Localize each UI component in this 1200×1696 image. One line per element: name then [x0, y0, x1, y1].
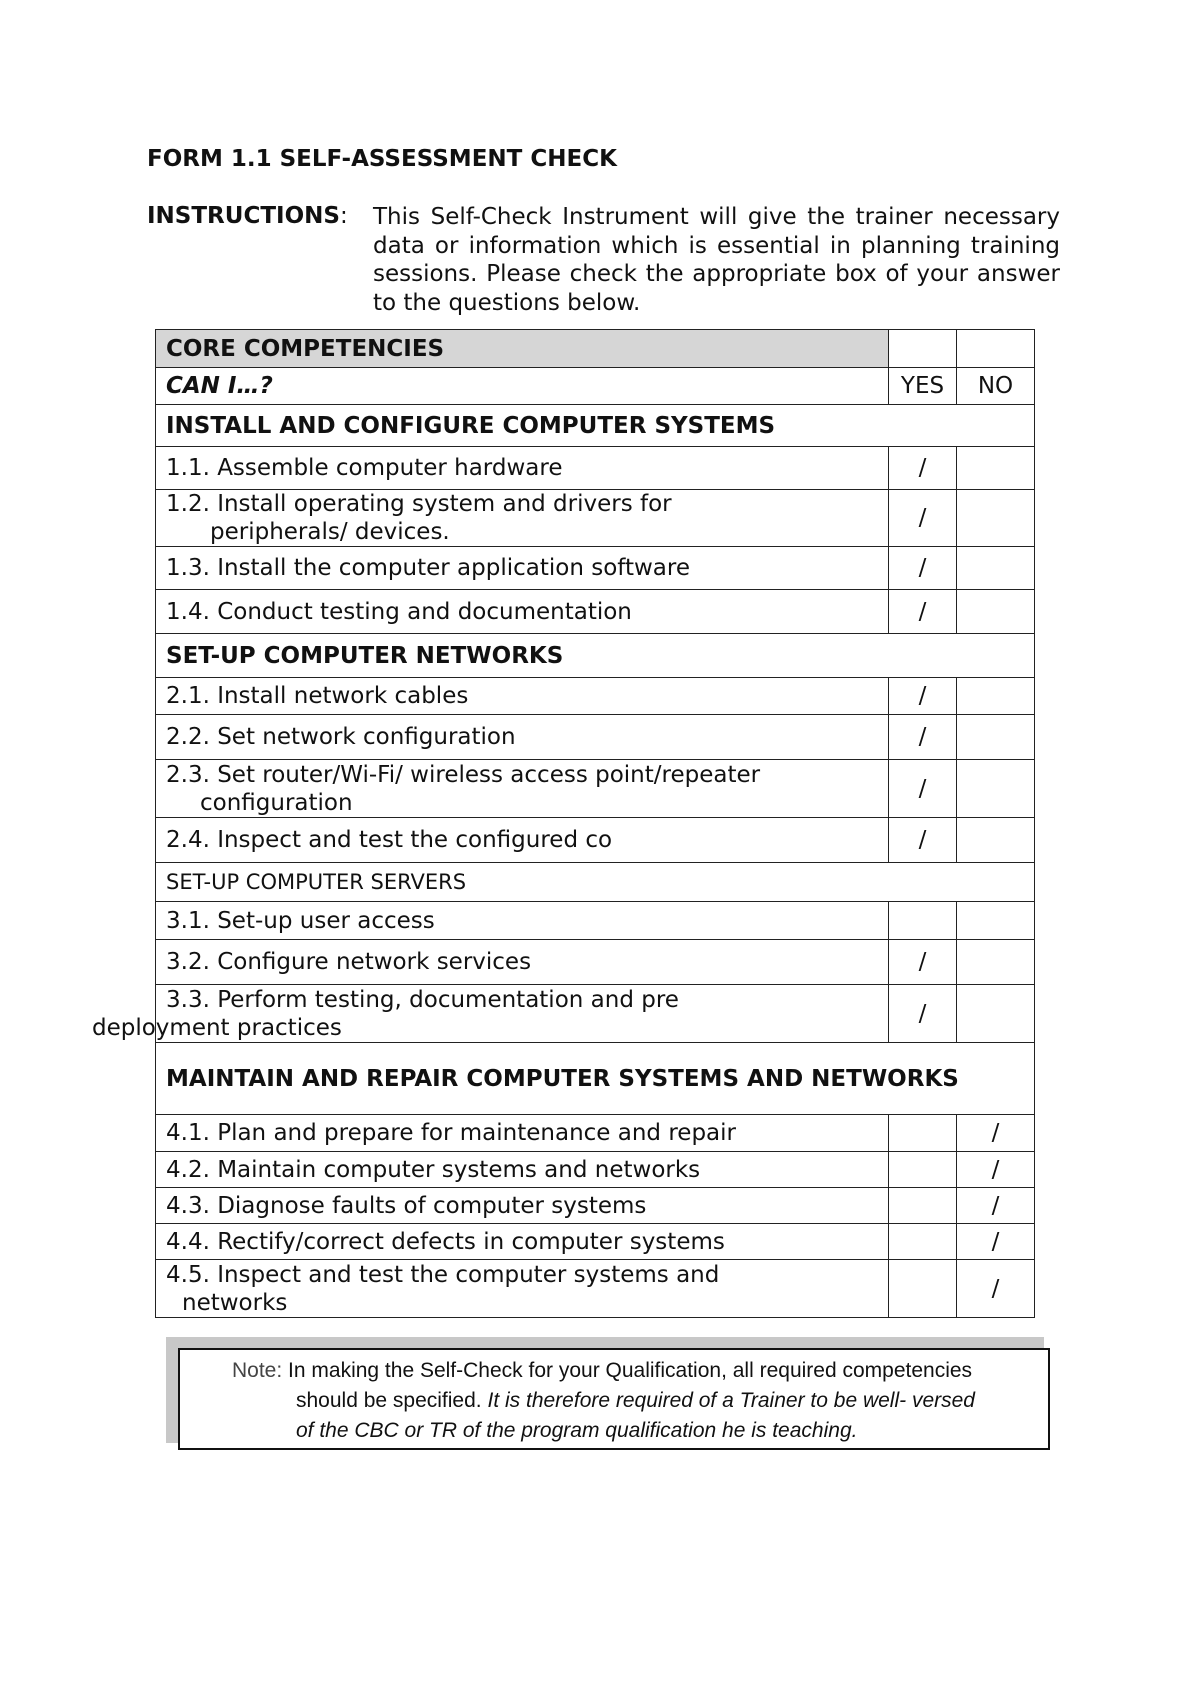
- item-text: 1.3. Install the computer application software: [166, 555, 690, 581]
- no-checkbox[interactable]: /: [957, 1115, 1035, 1152]
- yes-checkbox[interactable]: /: [889, 818, 957, 863]
- item-text: 4.3. Diagnose faults of computer systems: [166, 1192, 647, 1219]
- item-text: 3.2. Configure network services: [166, 949, 532, 975]
- yes-checkbox[interactable]: /: [889, 985, 957, 1043]
- no-checkbox[interactable]: [957, 547, 1035, 590]
- competency-item: [156, 547, 889, 590]
- yes-checkbox[interactable]: /: [889, 760, 957, 818]
- yes-checkbox[interactable]: /: [889, 447, 957, 490]
- header-blank-no: [957, 330, 1035, 368]
- item-text: 4.2. Maintain computer systems and networks: [166, 1156, 701, 1183]
- item-text: 3.1. Set-up user access: [166, 907, 435, 934]
- no-column-header: NO: [957, 368, 1035, 405]
- competency-item: [92, 985, 889, 1043]
- competency-item: [156, 902, 889, 940]
- self-assessment-table: [92, 329, 1035, 1318]
- item-text: 4.1. Plan and prepare for maintenance and repair: [166, 1120, 736, 1146]
- yes-checkbox[interactable]: /: [889, 678, 957, 715]
- no-checkbox[interactable]: /: [957, 1224, 1035, 1260]
- yes-column-header: YES: [889, 368, 957, 405]
- yes-checkbox[interactable]: [889, 1152, 957, 1188]
- item-text-continued: configuration: [200, 789, 353, 816]
- competency-item: [156, 447, 889, 490]
- section-title: SET-UP COMPUTER NETWORKS: [156, 634, 1035, 678]
- no-checkbox[interactable]: [957, 940, 1035, 985]
- note-line-3: of the CBC or TR of the program qualification he is teaching.: [296, 1419, 858, 1442]
- competency-item: [156, 940, 889, 985]
- competency-item: [156, 1224, 889, 1260]
- instructions-colon: :: [339, 203, 348, 229]
- item-text-continued: peripherals/ devices.: [210, 519, 450, 545]
- yes-checkbox[interactable]: /: [889, 940, 957, 985]
- competency-item: [156, 760, 889, 818]
- yes-checkbox[interactable]: [889, 902, 957, 940]
- yes-checkbox[interactable]: [889, 1260, 957, 1318]
- no-checkbox[interactable]: [957, 490, 1035, 547]
- no-checkbox[interactable]: /: [957, 1188, 1035, 1224]
- yes-checkbox[interactable]: [889, 1115, 957, 1152]
- no-checkbox[interactable]: /: [957, 1260, 1035, 1318]
- item-text: 1.1. Assemble computer hardware: [166, 455, 563, 481]
- no-checkbox[interactable]: [957, 902, 1035, 940]
- item-text: 2.2. Set network configuration: [166, 724, 516, 750]
- no-checkbox[interactable]: [957, 818, 1035, 863]
- can-i-label: CAN I…?: [156, 368, 889, 405]
- competency-item: [156, 1260, 889, 1318]
- competency-item: [156, 678, 889, 715]
- competency-item: [156, 590, 889, 634]
- note-line-2-plain: should be specified.: [296, 1389, 482, 1412]
- form-title: FORM 1.1 SELF-ASSESSMENT CHECK: [147, 146, 617, 172]
- header-blank-yes: [889, 330, 957, 368]
- section-title: SET-UP COMPUTER SERVERS: [156, 863, 1035, 902]
- competency-item: [156, 1188, 889, 1224]
- instructions-text: This Self-Check Instrument will give the trainer necessary data or information which is essential in planning training sessions. Please check the appropriate box of your answer to the questions below.: [373, 204, 1060, 316]
- item-text: 1.4. Conduct testing and documentation: [166, 598, 632, 625]
- competency-item: [156, 1152, 889, 1188]
- yes-checkbox[interactable]: /: [889, 715, 957, 760]
- competency-item: [156, 818, 889, 863]
- item-text: 4.5. Inspect and test the computer systems and: [166, 1261, 720, 1288]
- note-label: Note:: [232, 1359, 283, 1382]
- core-competencies-header: CORE COMPETENCIES: [156, 330, 889, 368]
- note-box: [178, 1348, 1050, 1450]
- instructions-label: [147, 203, 348, 229]
- competency-item: [156, 715, 889, 760]
- no-checkbox[interactable]: /: [957, 1152, 1035, 1188]
- yes-checkbox[interactable]: /: [889, 490, 957, 547]
- no-checkbox[interactable]: [957, 447, 1035, 490]
- no-checkbox[interactable]: [957, 985, 1035, 1043]
- item-text: 2.4. Inspect and test the configured co: [166, 827, 613, 853]
- item-text-continued: networks: [182, 1289, 288, 1316]
- item-text-continued: deployment practices: [92, 1014, 342, 1041]
- item-text: 2.3. Set router/Wi-Fi/ wireless access point/repeater: [166, 761, 761, 788]
- yes-checkbox[interactable]: /: [889, 590, 957, 634]
- item-text: 3.3. Perform testing, documentation and pre: [166, 986, 679, 1013]
- competency-item: [156, 490, 889, 547]
- item-text: 2.1. Install network cables: [166, 683, 469, 709]
- item-text: 4.4. Rectify/correct defects in computer systems: [166, 1228, 725, 1255]
- item-text: 1.2. Install operating system and drivers for: [166, 491, 672, 517]
- section-title: MAINTAIN AND REPAIR COMPUTER SYSTEMS AND NETWORKS: [156, 1043, 1035, 1115]
- no-checkbox[interactable]: [957, 678, 1035, 715]
- instructions-label-text: INSTRUCTIONS: [147, 203, 340, 229]
- no-checkbox[interactable]: [957, 590, 1035, 634]
- note-line-1: In making the Self-Check for your Qualification, all required competencies: [288, 1359, 973, 1382]
- no-checkbox[interactable]: [957, 760, 1035, 818]
- yes-checkbox[interactable]: [889, 1188, 957, 1224]
- note-line-2: [232, 1386, 1034, 1416]
- note-line-2-italic: It is therefore required of a Trainer to be well- versed: [487, 1389, 975, 1412]
- no-checkbox[interactable]: [957, 715, 1035, 760]
- competency-item: [156, 1115, 889, 1152]
- yes-checkbox[interactable]: /: [889, 547, 957, 590]
- section-title: INSTALL AND CONFIGURE COMPUTER SYSTEMS: [156, 405, 1035, 447]
- yes-checkbox[interactable]: [889, 1224, 957, 1260]
